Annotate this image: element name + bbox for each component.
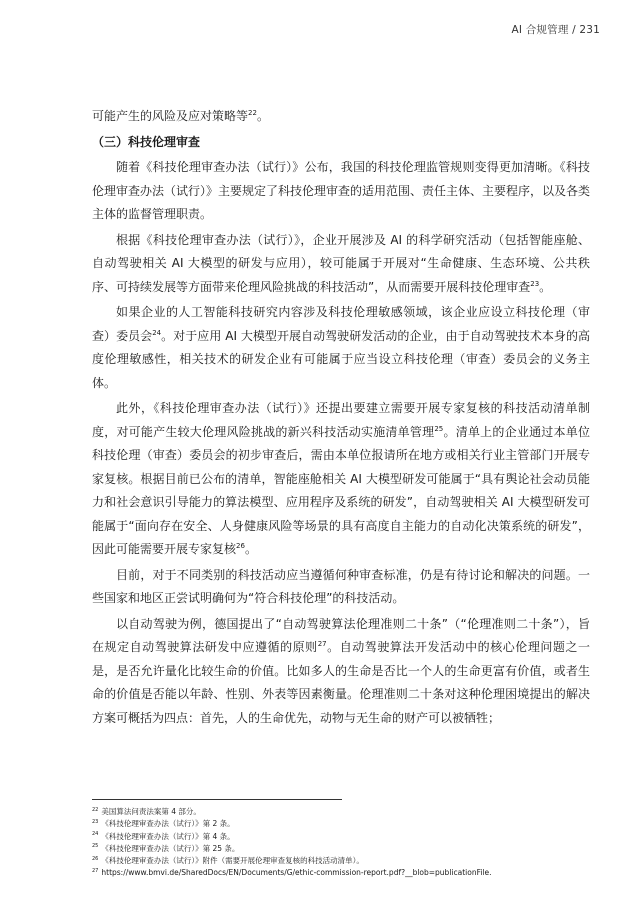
footnote-divider xyxy=(92,799,342,800)
footnote-item xyxy=(92,831,590,843)
footnote-number: 23 xyxy=(92,818,99,825)
main-text xyxy=(92,105,590,730)
footnote-text: 《科技伦理审查办法（试行）》第 2 条。 xyxy=(101,819,235,829)
intro-paragraph xyxy=(92,105,590,129)
footnote-number: 24 xyxy=(92,831,99,838)
paragraph-1: 随着《科技伦理审查办法（试行）》公布，我国的科技伦理监管规则变得更加清晰。《科技伦理审查办法（试行）》主要规定了科技伦理审查的适用范围、责任主体、主要程序，以及各类主体的监督管理职责。 xyxy=(92,160,591,221)
footnote-ref-24[interactable]: 24 xyxy=(152,328,162,337)
footnote-item xyxy=(92,806,590,818)
footnote-text: 《科技伦理审查办法（试行）》第 25 条。 xyxy=(101,843,240,853)
footnote-number: 25 xyxy=(92,843,99,850)
footnote-ref-26[interactable]: 26 xyxy=(236,542,245,550)
paragraph-3-text-a: 如果企业的人工智能科技研究内容涉及科技伦理敏感领域，该企业应设立科技伦理（审查）委员会 xyxy=(92,305,590,343)
footnote-text: 《科技伦理审查办法（试行）》第 4 条。 xyxy=(101,831,235,841)
paragraph-6-text-a: 以自动驾驶为例，德国提出了“自动驾驶算法伦理准则二十条”（“伦理准则二十条”），旨在规定自动驾驶算法研发中应遵循的原则 xyxy=(92,616,590,654)
paragraph-4 xyxy=(92,397,590,562)
footnote-text: 《科技伦理审查办法（试行）》附件（需要开展伦理审查复核的科技活动清单）。 xyxy=(101,856,364,866)
paragraph-3-text-b: 。对于应用 AI 大模型开展自动驾驶研发活动的企业，由于自动驾驶技术本身的高度伦理敏感性，相关技术的研发企业有可能属于应当设立科技伦理（审查）委员会的义务主体。 xyxy=(92,328,590,390)
paragraph-5: 目前，对于不同类别的科技活动应当遵循何种审查标准，仍是有待讨论和解决的问题。一些国家和地区正尝试明确何为“符合科技伦理”的科技活动。 xyxy=(92,567,590,605)
footnote-number: 27 xyxy=(92,867,99,874)
section-heading: （三）科技伦理审查 xyxy=(92,134,201,149)
paragraph-6-text-b: 。自动驾驶算法开发活动中的核心伦理问题之一是，是否允许量化比较生命的价值。比如多人的生命是否比一个人的生命更富有价值，或者生命的价值是否能以年龄、性别、外表等因素衡量。伦理准则二十条对这种伦理困境提出的解决方案可概括为四点：首先，人的生命优先，动物与无生命的财产可以被牺牲； xyxy=(92,640,590,725)
footnote-ref-22[interactable]: 22 xyxy=(248,109,257,117)
footnote-url[interactable]: https://www.bmvi.de/SharedDocs/EN/Documents/G/ethic-commission-report.pdf?__blob=publicationFile. xyxy=(101,868,492,878)
footnotes xyxy=(92,799,590,880)
footnote-ref-25[interactable]: 25 xyxy=(434,424,444,433)
footnote-item xyxy=(92,843,590,855)
paragraph-2 xyxy=(92,229,590,300)
footnote-ref-23[interactable]: 23 xyxy=(530,279,540,288)
intro-text: 可能产生的风险及应对策略等 xyxy=(92,109,249,123)
footnote-ref-27[interactable]: 27 xyxy=(317,640,327,648)
paragraph-3 xyxy=(92,301,590,395)
footnote-item-link[interactable] xyxy=(92,867,590,879)
footnote-item xyxy=(92,855,590,867)
paragraph-4-text-a: 此外，《科技伦理审查办法（试行）》还提出要建立需要开展专家复核的科技活动清单制度，对可能产生较大伦理风险挑战的新兴科技活动实施清单管理 xyxy=(92,401,590,439)
paragraph-2-text: 根据《科技伦理审查办法（试行）》，企业开展涉及 AI 的科学研究活动（包括智能座舱、自动驾驶相关 AI 大模型的研发与应用），较可能属于开展对“生命健康、生态环境、公共秩序、可持续发展等方面带来伦理风险挑战的科技活动”，从而需要开展科技伦理审查 xyxy=(92,232,590,294)
footnote-item xyxy=(92,818,590,830)
footnote-text: 美国算法问责法案第 4 部分。 xyxy=(101,807,201,816)
paragraph-4-end: 。 xyxy=(244,542,257,556)
paragraph-2-end: 。 xyxy=(539,279,552,294)
footnote-number: 26 xyxy=(92,855,99,862)
intro-end: 。 xyxy=(256,109,269,123)
running-header: AI 合规管理 / 231 xyxy=(511,24,600,36)
paragraph-4-text-b: 。清单上的企业通过本单位科技伦理（审查）委员会的初步审查后，需由本单位报请所在地方或相关行业主管部门开展专家复核。根据目前已公布的清单，智能座舱相关 AI 大模型研发可能属于“具有舆论社会动员能力和社会意识引导能力的算法模型、应用程序及系统的研发”，自动驾驶相关 AI 大模型研发可能属于“面向存在安全、人身健康风险等场景的具有高度自主能力的自动化决策系统的研发”，因此可能需要开展专家复核 xyxy=(92,424,590,556)
paragraph-6 xyxy=(92,613,590,731)
footnote-number: 22 xyxy=(92,806,99,813)
